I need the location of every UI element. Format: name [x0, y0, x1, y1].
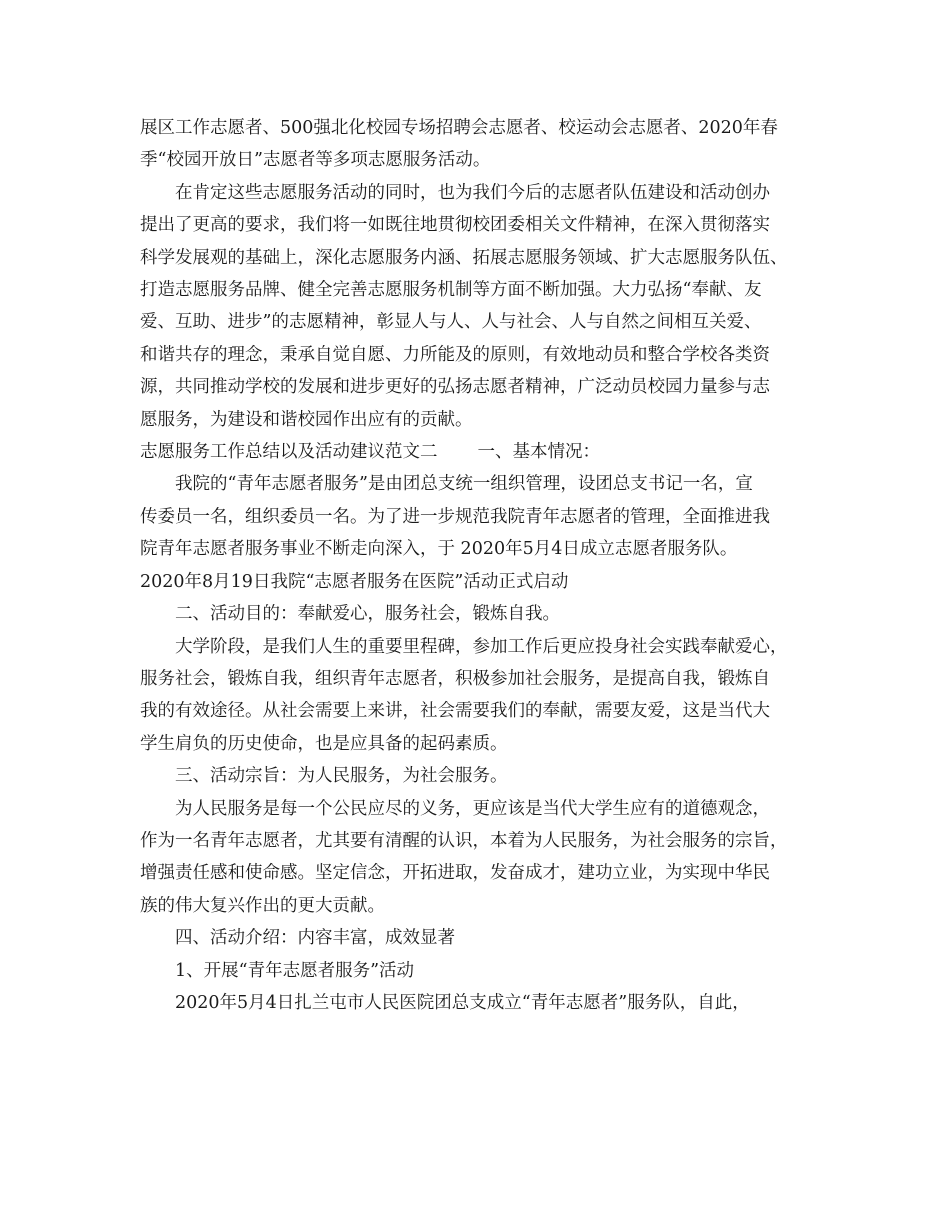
text-line-content: 和谐共存的理念，秉承自觉自愿、力所能及的原则，有效地动员和整合学校各类资 — [140, 344, 770, 365]
text-line — [140, 857, 812, 889]
text-line-content: 科学发展观的基础上，深化志愿服务内涵、拓展志愿服务领域、扩大志愿服务队伍、 — [140, 247, 788, 268]
text-line — [140, 760, 812, 792]
text-line-content: 1、开展“青年志愿者服务”活动 — [175, 960, 415, 981]
text-line-content: 二、活动目的：奉献爱心，服务社会，锻炼自我。 — [175, 604, 560, 625]
text-line — [140, 177, 812, 209]
text-line — [140, 274, 812, 306]
text-line-content: 族的伟大复兴作出的更大贡献。 — [140, 895, 385, 916]
document-body — [140, 112, 812, 1019]
text-line-content: 作为一名青年志愿者，尤其要有清醒的认识，本着为人民服务，为社会服务的宗旨， — [140, 830, 788, 851]
text-line — [140, 533, 812, 565]
text-line — [140, 793, 812, 825]
text-line — [140, 209, 812, 241]
text-line — [140, 112, 812, 144]
text-line — [140, 468, 812, 500]
text-line-content: 2020年8月19日我院“志愿者服务在医院”活动正式启动 — [140, 571, 569, 592]
text-line-content: 学生肩负的历史使命，也是应具备的起码素质。 — [140, 733, 508, 754]
text-line-content: 愿服务，为建设和谐校园作出应有的贡献。 — [140, 409, 473, 430]
text-line-content: 院青年志愿者服务事业不断走向深入，于 2020年5月4日成立志愿者服务队。 — [140, 539, 738, 560]
text-line-content: 大学阶段，是我们人生的重要里程碑，参加工作后更应投身社会实践奉献爱心， — [175, 636, 788, 657]
text-line-content: 打造志愿服务品牌、健全完善志愿服务机制等方面不断加强。大力弘扬“奉献、友 — [140, 280, 762, 301]
text-line — [140, 501, 812, 533]
text-line — [140, 598, 812, 630]
text-line — [140, 371, 812, 403]
text-line — [140, 144, 812, 176]
section-heading: 一、基本情况： — [477, 442, 600, 463]
text-line-content: 增强责任感和使命感。坚定信念，开拓进取，发奋成才，建功立业，为实现中华民 — [140, 863, 770, 884]
text-line-content: 四、活动介绍：内容丰富，成效显著 — [175, 928, 455, 949]
text-line — [140, 955, 812, 987]
text-line-content: 为人民服务是每一个公民应尽的义务，更应该是当代大学生应有的道德观念， — [175, 798, 770, 819]
text-line — [140, 663, 812, 695]
text-line — [140, 339, 812, 371]
text-line-content: 季“校园开放日”志愿者等多项志愿服务活动。 — [140, 150, 491, 171]
text-line — [140, 922, 812, 954]
text-line-content: 我院的“青年志愿者服务”是由团总支统一组织管理，设团总支书记一名，宣 — [175, 474, 753, 495]
text-line — [140, 566, 812, 598]
text-line-content: 展区工作志愿者、500强北化校园专场招聘会志愿者、校运动会志愿者、2020年春 — [140, 118, 778, 138]
text-line — [140, 436, 812, 468]
text-line — [140, 695, 812, 727]
text-line-content: 传委员一名，组织委员一名。为了进一步规范我院青年志愿者的管理，全面推进我 — [140, 506, 770, 527]
text-line-content: 服务社会，锻炼自我，组织青年志愿者，积极参加社会服务，是提高自我，锻炼自 — [140, 668, 770, 689]
text-line-content: 我的有效途径。从社会需要上来讲，社会需要我们的奉献，需要友爱，这是当代大 — [140, 701, 770, 722]
text-line — [140, 404, 812, 436]
text-line — [140, 728, 812, 760]
text-line-content: 在肯定这些志愿服务活动的同时，也为我们今后的志愿者队伍建设和活动创办 — [175, 182, 770, 203]
text-line — [140, 631, 812, 663]
text-line-content: 源，共同推动学校的发展和进步更好的弘扬志愿者精神，广泛动员校园力量参与志 — [140, 377, 770, 398]
text-line — [140, 825, 812, 857]
text-line — [140, 890, 812, 922]
text-line — [140, 306, 812, 338]
text-line-content: 爱、互助、进步”的志愿精神，彰显人与人、人与社会、人与自然之间相互关爱、 — [140, 312, 762, 333]
text-line-content: 2020年5月4日扎兰屯市人民医院团总支成立“青年志愿者”服务队，自此， — [175, 992, 750, 1013]
text-line — [140, 242, 812, 274]
text-line-content: 提出了更高的要求，我们将一如既往地贯彻校团委相关文件精神，在深入贯彻落实 — [140, 215, 770, 236]
text-line-content: 三、活动宗旨：为人民服务，为社会服务。 — [175, 766, 508, 787]
text-line-content: 志愿服务工作总结以及活动建议范文二 — [140, 442, 438, 463]
text-line — [140, 987, 812, 1019]
